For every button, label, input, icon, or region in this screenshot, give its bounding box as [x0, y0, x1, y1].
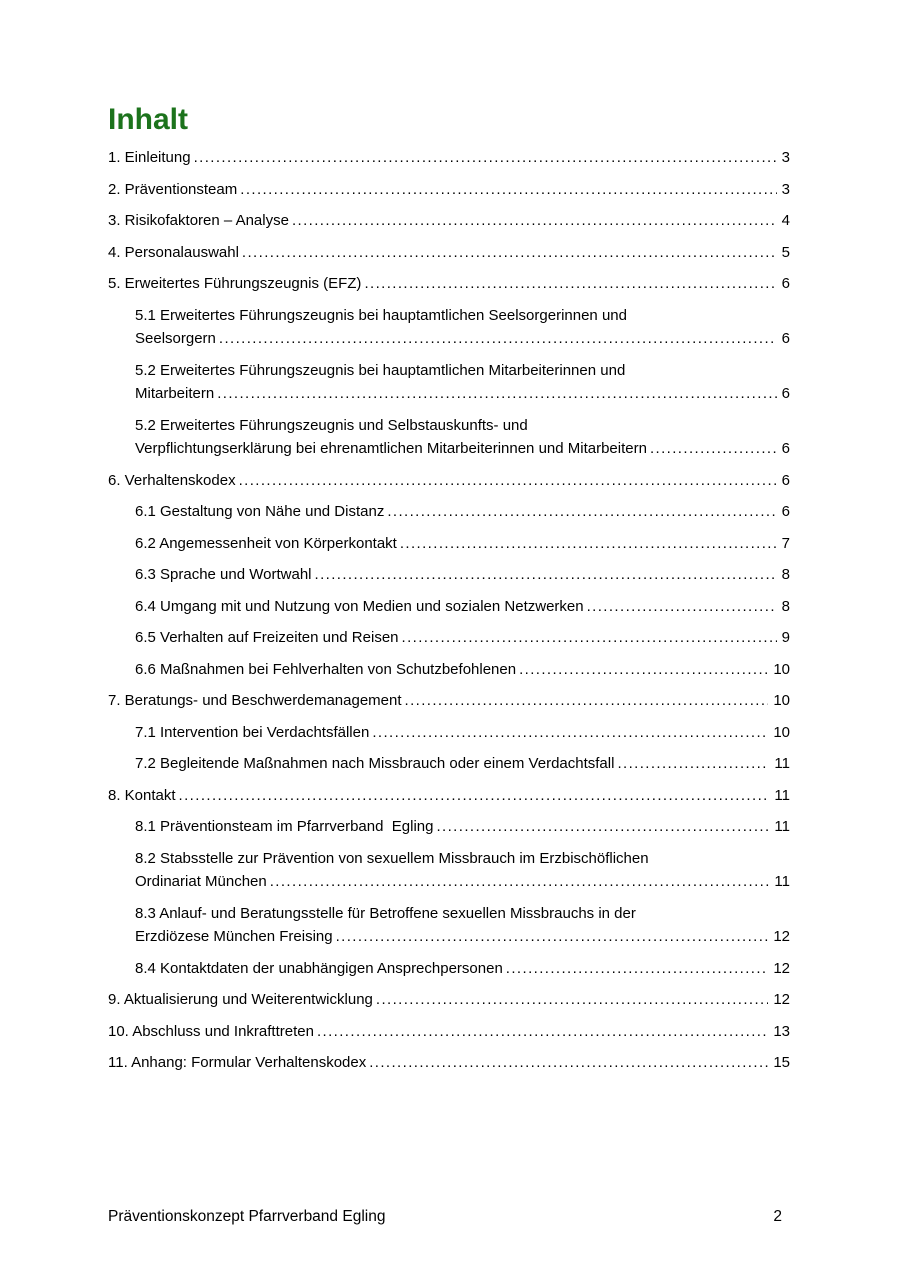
toc-entry[interactable] — [108, 532, 790, 556]
toc-page-number: 4 — [781, 212, 790, 229]
toc-entry-text: 4. Personalauswahl — [108, 243, 239, 261]
toc-entry-text: Erzdiözese München Freising — [135, 928, 333, 945]
dot-leader — [242, 241, 777, 265]
dot-leader — [239, 469, 777, 493]
toc-entry-text: 6.1 Gestaltung von Nähe und Distanz — [135, 503, 385, 520]
toc-page-number: 6 — [781, 440, 790, 457]
toc-entry-last-line — [135, 500, 790, 524]
toc-page-number: 12 — [773, 928, 790, 945]
toc-entry-text: 6.5 Verhalten auf Freizeiten und Reisen — [135, 629, 399, 646]
toc-entry-last-line — [108, 689, 790, 713]
dot-leader — [436, 815, 769, 839]
toc-entry[interactable] — [108, 658, 790, 682]
toc-page-number: 10 — [773, 660, 790, 678]
dot-leader — [292, 209, 777, 233]
toc-entry[interactable] — [108, 957, 790, 981]
toc-entry-text: 8.3 Anlauf- und Beratungsstelle für Betroffene sexuellen Missbrauchs in der — [135, 904, 636, 922]
toc-entry-text: 7. Beratungs- und Beschwerdemanagement — [108, 692, 402, 709]
dot-leader — [317, 1020, 768, 1044]
toc-entry[interactable] — [108, 1020, 790, 1044]
toc-entry-text: 6.2 Angemessenheit von Körperkontakt — [135, 534, 397, 552]
footer-page-number: 2 — [773, 1208, 782, 1225]
dot-leader — [506, 957, 769, 981]
dot-leader — [650, 437, 777, 461]
toc-entry-text: Ordinariat München — [135, 873, 267, 890]
toc-entry[interactable] — [108, 272, 790, 296]
toc-entry-text: 8. Kontakt — [108, 786, 176, 804]
toc-page-number: 8 — [781, 566, 790, 583]
toc-page-number: 12 — [773, 959, 790, 977]
toc-page-number: 6 — [781, 385, 790, 402]
toc-entry-last-line — [108, 784, 790, 808]
toc-page-number: 3 — [781, 149, 790, 166]
dot-leader — [270, 870, 770, 894]
dot-leader — [336, 925, 769, 949]
dot-leader — [179, 784, 770, 808]
toc-entry[interactable] — [108, 626, 790, 650]
toc-entry[interactable] — [108, 563, 790, 587]
toc-entry-text: 7.2 Begleitende Maßnahmen nach Missbrauch oder einem Verdachtsfall — [135, 755, 615, 772]
dot-leader — [405, 689, 769, 713]
toc-entry-last-line — [135, 925, 790, 949]
toc-entry-text: 10. Abschluss und Inkrafttreten — [108, 1022, 314, 1040]
toc-entry-text: 11. Anhang: Formular Verhaltenskodex — [108, 1054, 367, 1071]
toc-entry-last-line — [135, 957, 790, 981]
toc-entry[interactable] — [108, 241, 790, 265]
toc-entry-text: 8.1 Präventionsteam im Pfarrverband Egling — [135, 818, 434, 835]
dot-leader — [369, 1051, 768, 1075]
dot-leader — [376, 988, 768, 1012]
toc-entry-text: 6.6 Maßnahmen bei Fehlverhalten von Schutzbefohlenen — [135, 660, 517, 678]
toc-entry[interactable] — [108, 414, 790, 461]
toc-entry[interactable] — [108, 304, 790, 351]
page-footer — [108, 1206, 790, 1228]
toc-page-number: 11 — [774, 755, 790, 772]
toc-page-number: 11 — [774, 786, 790, 804]
toc-entry[interactable] — [108, 689, 790, 713]
dot-leader — [364, 272, 776, 296]
toc-entry-text: 9. Aktualisierung und Weiterentwicklung — [108, 991, 373, 1008]
toc-entry-last-line — [135, 327, 790, 351]
dot-leader — [617, 752, 769, 776]
toc-page-number: 12 — [773, 991, 790, 1008]
toc-entry-text: 7.1 Intervention bei Verdachtsfällen — [135, 723, 370, 741]
toc-entry[interactable] — [108, 595, 790, 619]
toc-page-number: 6 — [781, 503, 790, 520]
dot-leader — [315, 563, 777, 587]
page-content — [108, 103, 790, 1083]
toc-entry-text: 6.4 Umgang mit und Nutzung von Medien und sozialen Netzwerken — [135, 597, 584, 615]
toc-entry[interactable] — [108, 209, 790, 233]
dot-leader — [372, 721, 768, 745]
toc-entry[interactable] — [108, 359, 790, 406]
toc-page-number: 11 — [774, 873, 790, 890]
toc-entry[interactable] — [108, 902, 790, 949]
toc-entry-text: 1. Einleitung — [108, 149, 191, 166]
toc-entry[interactable] — [108, 146, 790, 170]
toc-entry-last-line — [135, 382, 790, 406]
dot-leader — [587, 595, 777, 619]
toc-entry-last-line — [108, 178, 790, 202]
toc-entry[interactable] — [108, 721, 790, 745]
dot-leader — [194, 146, 777, 170]
toc-page-number: 6 — [781, 330, 790, 347]
toc-entry-last-line — [135, 626, 790, 650]
dot-leader — [400, 532, 777, 556]
toc-entry-text: 5.2 Erweitertes Führungszeugnis bei hauptamtlichen Mitarbeiterinnen und — [135, 361, 626, 379]
toc-entry-last-line — [135, 870, 790, 894]
dot-leader — [217, 382, 776, 406]
toc-entry[interactable] — [108, 988, 790, 1012]
toc-page-number: 6 — [781, 275, 790, 292]
toc-entry-last-line — [135, 595, 790, 619]
toc-entry-last-line — [108, 469, 790, 493]
toc-entry-last-line — [135, 532, 790, 556]
toc-entry-last-line — [108, 272, 790, 296]
toc-entry-text: 6.3 Sprache und Wortwahl — [135, 566, 312, 583]
toc-entry[interactable] — [108, 784, 790, 808]
toc-entry-text: Verpflichtungserklärung bei ehrenamtlichen Mitarbeiterinnen und Mitarbeitern — [135, 440, 647, 457]
toc-list — [108, 146, 790, 1075]
toc-entry[interactable] — [108, 815, 790, 839]
toc-entry-text: 8.4 Kontaktdaten der unabhängigen Ansprechpersonen — [135, 959, 503, 977]
toc-entry-last-line — [135, 752, 790, 776]
toc-page-number: 6 — [781, 471, 790, 489]
toc-entry-text: 5. Erweitertes Führungszeugnis (EFZ) — [108, 275, 362, 292]
dot-leader — [240, 178, 776, 202]
toc-entry-last-line — [108, 988, 790, 1012]
toc-entry-text: 5.1 Erweitertes Führungszeugnis bei hauptamtlichen Seelsorgerinnen und — [135, 306, 627, 324]
dot-leader — [519, 658, 768, 682]
dot-leader — [387, 500, 776, 524]
toc-entry-last-line — [108, 1051, 790, 1075]
toc-page-number: 10 — [773, 723, 790, 741]
toc-entry-last-line — [108, 241, 790, 265]
toc-entry-last-line — [108, 1020, 790, 1044]
toc-page-number: 9 — [781, 629, 790, 646]
toc-page-number: 11 — [774, 818, 790, 835]
footer-document-title: Präventionskonzept Pfarrverband Egling — [108, 1208, 386, 1225]
toc-entry-last-line — [135, 437, 790, 461]
toc-entry[interactable] — [108, 500, 790, 524]
toc-entry-text: Mitarbeitern — [135, 385, 215, 402]
page-title: Inhalt — [108, 103, 188, 136]
toc-entry-text: Seelsorgern — [135, 330, 216, 347]
toc-entry[interactable] — [108, 1051, 790, 1075]
toc-entry-text: 3. Risikofaktoren – Analyse — [108, 212, 289, 229]
toc-page-number: 5 — [781, 243, 790, 261]
dot-leader — [219, 327, 777, 351]
toc-entry[interactable] — [108, 469, 790, 493]
toc-entry-text: 5.2 Erweitertes Führungszeugnis und Selbstauskunfts- und — [135, 416, 528, 434]
toc-entry[interactable] — [108, 752, 790, 776]
toc-page-number: 13 — [773, 1022, 790, 1040]
toc-entry-last-line — [135, 721, 790, 745]
toc-entry-last-line — [108, 209, 790, 233]
toc-entry[interactable] — [108, 178, 790, 202]
toc-entry-text: 2. Präventionsteam — [108, 180, 238, 198]
toc-page-number: 3 — [781, 180, 790, 198]
toc-entry-last-line — [135, 658, 790, 682]
toc-entry-text: 6. Verhaltenskodex — [108, 471, 236, 489]
toc-entry-last-line — [108, 146, 790, 170]
toc-page-number: 15 — [773, 1054, 790, 1071]
toc-page-number: 10 — [773, 692, 790, 709]
toc-page-number: 8 — [781, 597, 790, 615]
dot-leader — [402, 626, 777, 650]
toc-page-number: 7 — [781, 534, 790, 552]
toc-entry-text: 8.2 Stabsstelle zur Prävention von sexuellem Missbrauch im Erzbischöflichen — [135, 849, 649, 867]
toc-entry-last-line — [135, 563, 790, 587]
toc-entry-last-line — [135, 815, 790, 839]
toc-entry[interactable] — [108, 847, 790, 894]
